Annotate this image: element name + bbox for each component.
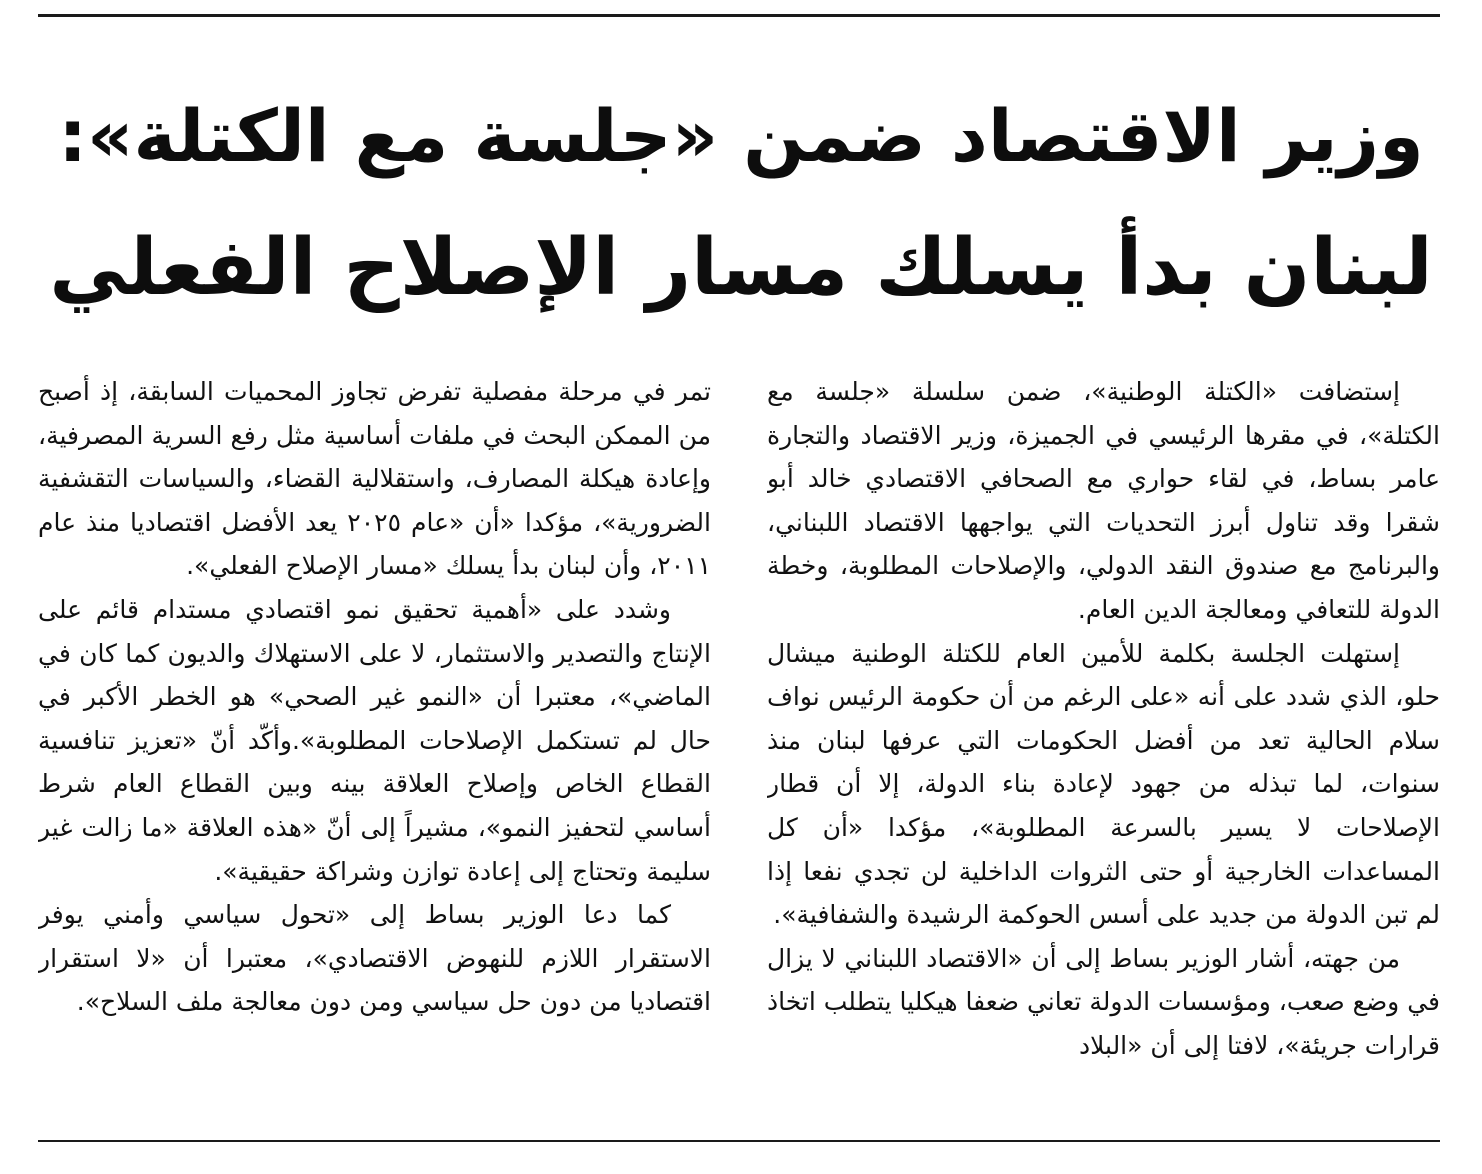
headline-line-1: وزير الاقتصاد ضمن «جلسة مع الكتلة»: <box>58 94 1424 178</box>
headline-line-2: لبنان بدأ يسلك مسار الإصلاح الفعلي <box>49 223 1433 313</box>
paragraph: إستضافت «الكتلة الوطنية»، ضمن سلسلة «جلسة مع الكتلة»، في مقرها الرئيسي في الجميزة، وزير الاقتصاد والتجارة عامر بساط، في لقاء حواري مع الصحافي الاقتصادي خالد أبو شقرا وقد تناول أبرز التحديات التي يواجهها الاقتصاد اللبناني، والبرنامج مع صندوق النقد الدولي، والإصلاحات المطلوبة، وخطة الدولة للتعافي ومعالجة الدين العام. <box>767 377 1440 624</box>
article-body <box>38 370 1440 1130</box>
column-left <box>38 370 711 1130</box>
headline <box>40 70 1442 334</box>
paragraph: كما دعا الوزير بساط إلى «تحول سياسي وأمني يوفر الاستقرار اللازم للنهوض الاقتصادي»، معتبرا أن «لا استقرار اقتصاديا من دون حل سياسي ومن دون معالجة ملف السلاح». <box>38 900 711 1017</box>
paragraph: إستهلت الجلسة بكلمة للأمين العام للكتلة الوطنية ميشال حلو، الذي شدد على أنه «على الرغم من أن حكومة الرئيس نواف سلام الحالية تعد من أفضل الحكومات التي عرفها لبنان منذ سنوات، لما تبذله من جهود لإعادة بناء الدولة، إلا أن قطار الإصلاحات لا يسير بالسرعة المطلوبة»، مؤكدا «أن كل المساعدات الخارجية أو حتى الثروات الداخلية لن تجدي نفعا إذا لم تبن الدولة من جديد على أسس الحوكمة الرشيدة والشفافية». <box>767 638 1440 930</box>
paragraph: وشدد على «أهمية تحقيق نمو اقتصادي مستدام قائم على الإنتاج والتصدير والاستثمار، لا على الاستهلاك والديون كما كان في الماضي»، معتبرا أن «النمو غير الصحي» هو الخطر الأكبر في حال لم تستكمل الإصلاحات المطلوبة».وأكّد أنّ «تعزيز تنافسية القطاع الخاص وإصلاح العلاقة بينه وبين القطاع العام شرط أساسي لتحفيز النمو»، مشيراً إلى أنّ «هذه العلاقة «ما زالت غير سليمة وتحتاج إلى إعادة توازن وشراكة حقيقية». <box>38 594 711 886</box>
column-right <box>767 370 1440 1130</box>
paragraph-continued: تمر في مرحلة مفصلية تفرض تجاوز المحميات السابقة، إذ أصبح من الممكن البحث في ملفات أساسية مثل رفع السرية المصرفية، وإعادة هيكلة المصارف، واستقلالية القضاء، والسياسات التقشفية الضرورية»، مؤكدا «أن «عام ٢٠٢٥ يعد الأفضل اقتصاديا منذ عام ٢٠١١، وأن لبنان بدأ يسلك «مسار الإصلاح الفعلي». <box>38 377 711 581</box>
bottom-rule <box>38 1140 1440 1142</box>
paragraph: من جهته، أشار الوزير بساط إلى أن «الاقتصاد اللبناني لا يزال في وضع صعب، ومؤسسات الدولة تعاني ضعفا هيكليا يتطلب اتخاذ قرارات جريئة»، لافتا إلى أن «البلاد <box>767 943 1440 1060</box>
top-rule <box>38 14 1440 17</box>
